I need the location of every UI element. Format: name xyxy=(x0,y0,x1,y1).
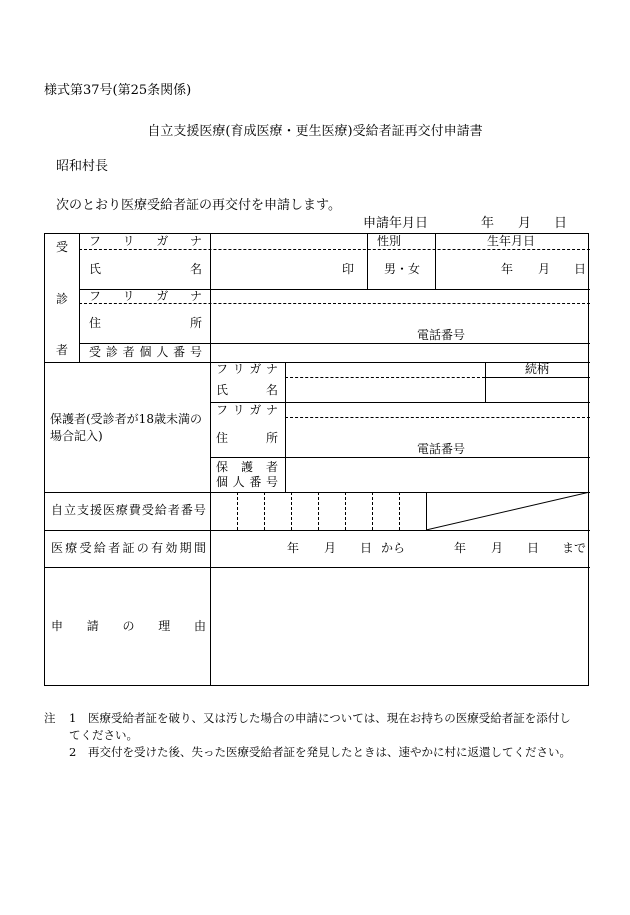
intro-text: 次のとおり医療受給者証の再交付を申請します。 xyxy=(56,198,341,213)
rule xyxy=(435,234,436,289)
reason-label: 申 請 の 理 由 xyxy=(51,619,206,633)
addressee: 昭和村長 xyxy=(56,159,109,174)
patient-section-char: 者 xyxy=(56,343,69,357)
rule xyxy=(210,492,211,530)
patient-personal-number-label: 受 診 者 個 人 番 号 xyxy=(89,345,202,359)
digit-divider xyxy=(318,492,319,530)
guardian-personal-number-label: 個 人 番 号 xyxy=(216,475,278,489)
guardian-personal-number-label: 保 護 者 xyxy=(216,460,278,474)
patient-furigana-label: フ リ ガ ナ xyxy=(89,289,202,303)
guardian-relation-header: 続柄 xyxy=(525,362,550,376)
validity-from-year: 年 xyxy=(287,541,300,555)
rule xyxy=(79,249,590,250)
validity-from-day: 日 xyxy=(360,541,373,555)
validity-from-text: から xyxy=(381,541,406,555)
notes-prefix: 注 xyxy=(44,711,56,725)
patient-section-char: 診 xyxy=(56,292,69,306)
validity-until-text: まで xyxy=(562,541,587,555)
patient-address-label: 住 所 xyxy=(89,316,202,330)
rule xyxy=(210,567,211,685)
rule xyxy=(367,234,368,289)
gender-value: 男・女 xyxy=(384,262,421,276)
guardian-label: 保護者(受診者が18歳未満の場合記入) xyxy=(50,412,202,443)
application-date-month: 月 xyxy=(518,216,532,231)
guardian-phone-label: 電話番号 xyxy=(417,442,466,456)
application-date-label: 申請年月日 xyxy=(363,216,429,231)
guardian-address-label: 住 所 xyxy=(216,431,278,445)
dob-month: 月 xyxy=(538,262,551,276)
rule xyxy=(210,457,590,458)
rule xyxy=(45,362,590,363)
rule xyxy=(210,530,211,567)
gender-header: 性別 xyxy=(377,234,402,248)
guardian-furigana-label: フ リ ガ ナ xyxy=(216,403,278,417)
digit-divider xyxy=(345,492,346,530)
rule xyxy=(210,362,211,492)
application-form-table xyxy=(44,233,589,686)
seal-mark: 印 xyxy=(342,262,355,276)
form-number: 様式第37号(第25条関係) xyxy=(44,83,192,98)
dob-day: 日 xyxy=(574,262,587,276)
unused-cell-diagonal xyxy=(426,492,590,530)
rule xyxy=(285,417,590,418)
note-1-line-2: てください。 xyxy=(69,728,138,742)
digit-divider xyxy=(399,492,400,530)
recipient-number-label: 自 立 支 援 医 療 費 受 給 者 番 号 xyxy=(51,503,206,517)
validity-until-day: 日 xyxy=(527,541,540,555)
note-number: 1 xyxy=(69,711,77,725)
rule xyxy=(79,343,590,344)
rule xyxy=(285,362,286,492)
patient-phone-label: 電話番号 xyxy=(417,328,466,342)
dob-header: 生年月日 xyxy=(487,234,536,248)
validity-label: 医 療 受 給 者 証 の 有 効 期 間 xyxy=(51,541,206,555)
digit-divider xyxy=(264,492,265,530)
patient-furigana-label: フ リ ガ ナ xyxy=(89,234,202,248)
rule xyxy=(485,377,590,378)
note-2: 再交付を受けた後、失った医療受給者証を発見したときは、速やかに村に返還してください。 xyxy=(88,745,571,759)
form-title: 自立支援医療(育成医療・更生医療)受給者証再交付申請書 xyxy=(147,124,483,139)
rule xyxy=(285,377,485,378)
dob-year: 年 xyxy=(501,262,514,276)
note-1-line-1: 医療受給者証を破り、又は汚した場合の申請については、現在お持ちの医療受給者証を添付し xyxy=(88,711,571,725)
application-date-day: 日 xyxy=(554,216,568,231)
validity-until-month: 月 xyxy=(491,541,504,555)
validity-from-month: 月 xyxy=(324,541,337,555)
digit-divider xyxy=(291,492,292,530)
guardian-furigana-label: フ リ ガ ナ xyxy=(216,362,278,376)
digit-divider xyxy=(372,492,373,530)
digit-divider xyxy=(237,492,238,530)
rule xyxy=(485,362,486,402)
patient-name-label: 氏 名 xyxy=(89,262,202,276)
guardian-name-label: 氏 名 xyxy=(216,383,278,397)
rule xyxy=(45,530,590,531)
validity-until-year: 年 xyxy=(454,541,467,555)
rule xyxy=(45,567,590,568)
note-number: 2 xyxy=(69,745,77,759)
patient-section-char: 受 xyxy=(56,240,69,254)
application-date-year: 年 xyxy=(481,216,495,231)
